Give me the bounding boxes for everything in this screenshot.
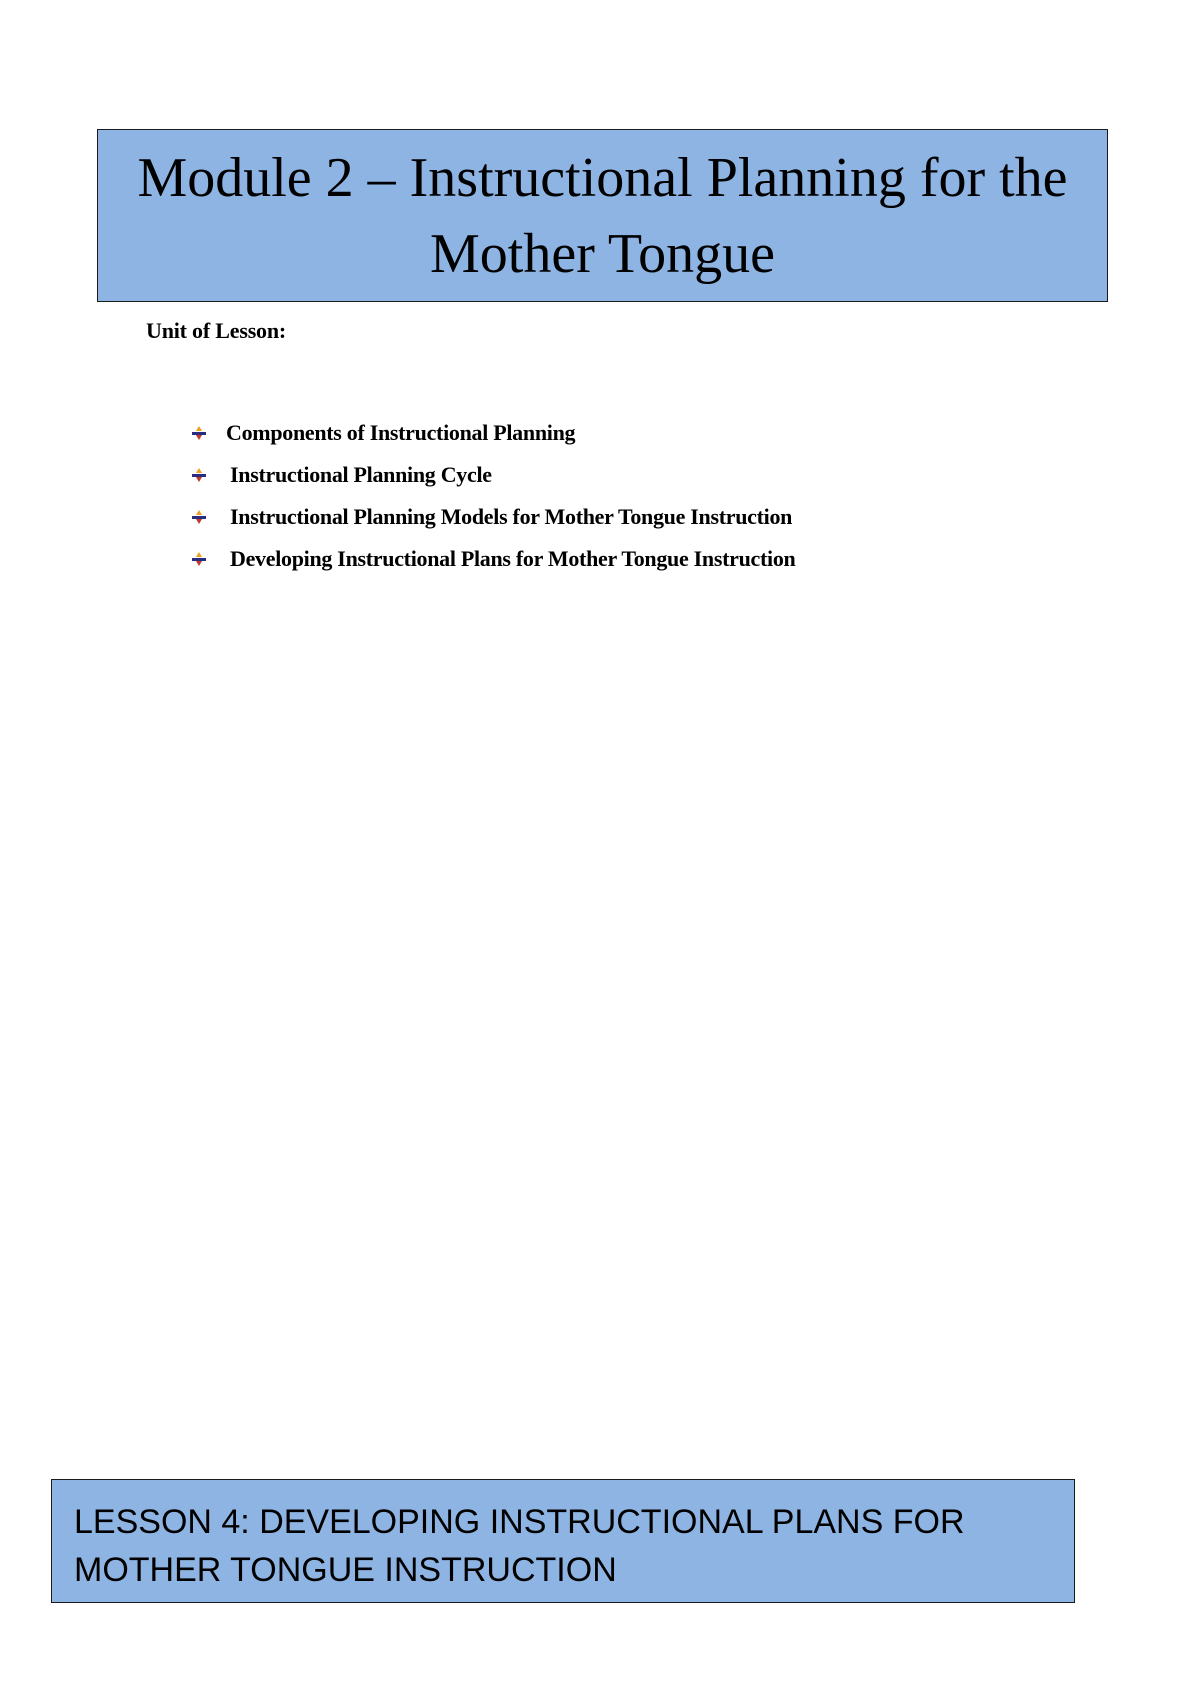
arrow-bullet-icon — [190, 550, 208, 568]
module-title: Module 2 – Instructional Planning for the Mother Tongue — [137, 146, 1068, 285]
list-item — [190, 412, 795, 454]
list-item — [190, 538, 795, 580]
list-item-label: Instructional Planning Cycle — [230, 462, 492, 487]
list-item — [190, 454, 795, 496]
list-item-label: Developing Instructional Plans for Mother Tongue Instruction — [230, 546, 796, 571]
lesson-title: LESSON 4: DEVELOPING INSTRUCTIONAL PLANS FOR MOTHER TONGUE INSTRUCTION — [74, 1503, 965, 1589]
lesson-title-box — [51, 1479, 1075, 1603]
list-item-label: Components of Instructional Planning — [226, 420, 576, 445]
unit-lesson-list — [190, 412, 795, 580]
arrow-bullet-icon — [190, 424, 208, 442]
list-item — [190, 496, 795, 538]
unit-of-lesson-label: Unit of Lesson: — [146, 318, 287, 343]
module-title-box — [97, 129, 1108, 302]
list-item-label: Instructional Planning Models for Mother Tongue Instruction — [230, 504, 793, 529]
arrow-bullet-icon — [190, 466, 208, 484]
arrow-bullet-icon — [190, 508, 208, 526]
